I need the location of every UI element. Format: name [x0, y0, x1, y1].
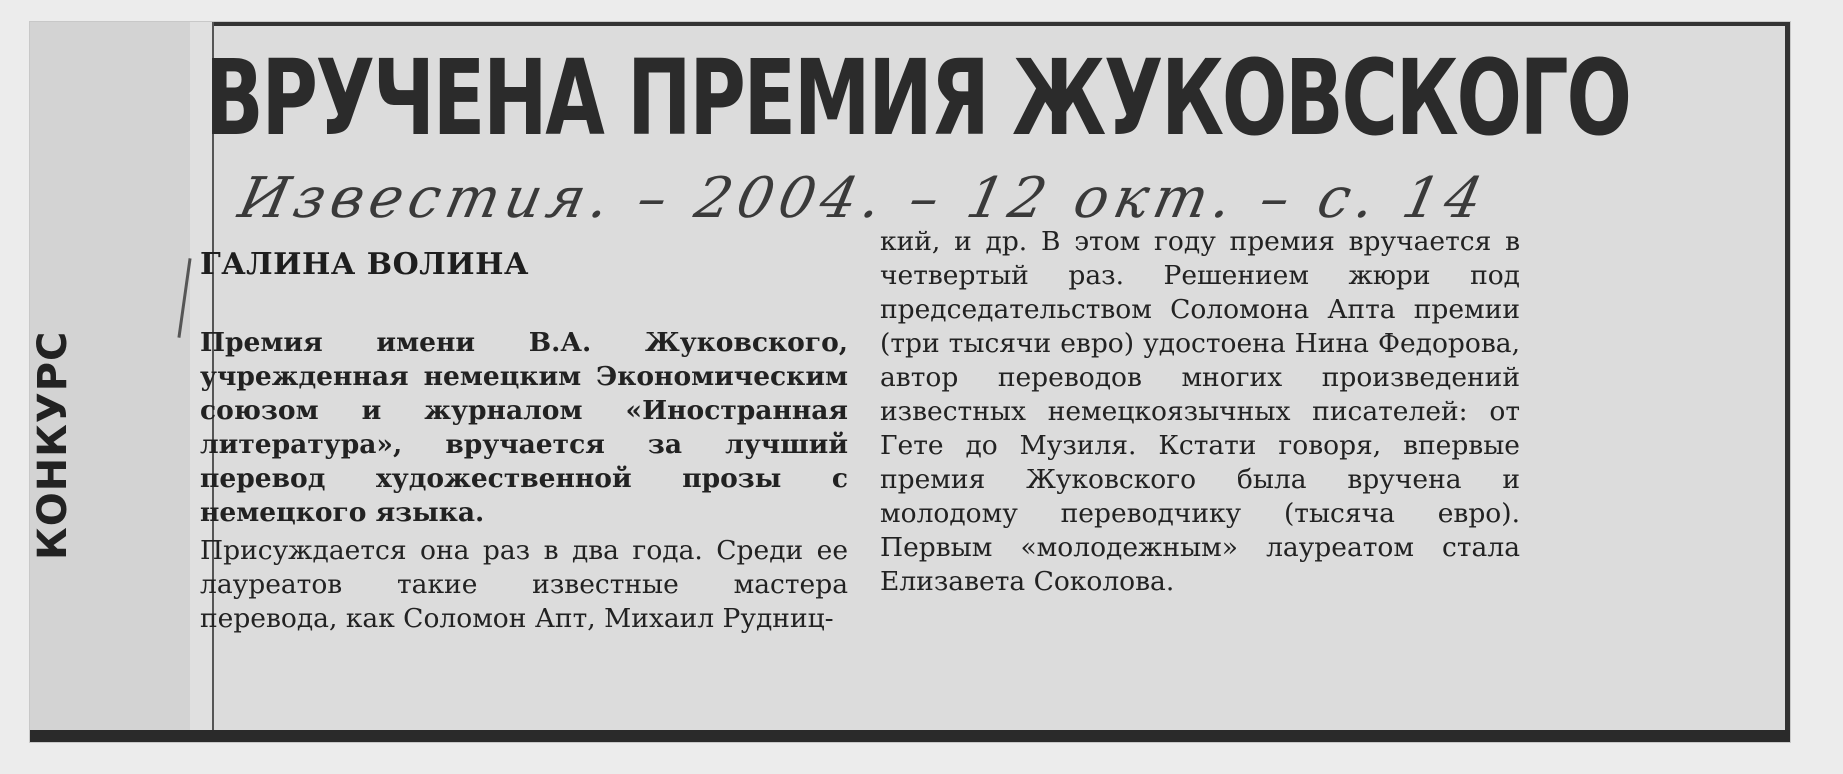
top-rule	[180, 22, 1790, 26]
bottom-rule	[30, 730, 1790, 742]
column-right	[880, 225, 1520, 599]
body-paragraph-left: Присуждается она раз в два года. Среди ее лауреатов такие известные мастера перевода, как Соломон Апт, Михаил Рудниц-	[200, 535, 848, 634]
body-paragraph-right: кий, и др. В этом году премия вручается в четвертый раз. Решением жюри под председательством Соломона Апта премии (три тысячи евро) удостоена Нина Федорова, автор переводов многих произведений известных немецкоязычных писателей: от Гете до Музиля. Кстати говоря, впервые премия Жуковского была вручена и молодому переводчику (тысяча евро). Первым «молодежным» лауреатом стала Елизавета Соколова.	[880, 226, 1520, 597]
rubric-label	[30, 460, 76, 560]
lead-paragraph: Премия имени В.А. Жуковского, учрежденная немецким Экономическим союзом и журналом «Иностранная литература», вручается за лучший перевод художественной прозы с немецкого языка.	[200, 327, 848, 528]
right-rule	[1785, 22, 1790, 738]
handwritten-source-note: Известия. – 2004. – 12 окт. – с. 14	[233, 166, 1494, 231]
author-byline: ГАЛИНА ВОЛИНА	[200, 247, 529, 282]
article-headline: ВРУЧЕНА ПРЕМИЯ ЖУКОВСКОГО	[205, 37, 1630, 159]
column-left	[200, 326, 848, 636]
